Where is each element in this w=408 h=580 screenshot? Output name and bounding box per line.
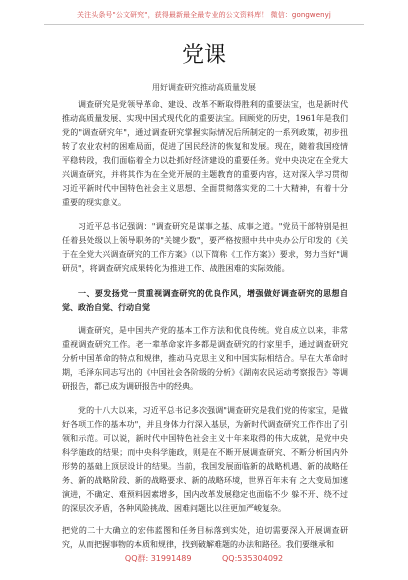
paragraph: 调查研究，是中国共产党的基本工作方法和优良传统。党自成立以来，非常重视调查研究工作。老一辈革命家许多都是调查研究的行家里手，通过调查研究分析中国革命的特点和规律，推动马克思主义和中国实际相结合。早在大革命时期，毛泽东同志写出的《中国社会各阶级的分析》《湖南农民运动考察报告》等调研报告，都已成为调研报告中的经典。 [62, 326, 348, 391]
document-body [62, 98, 348, 562]
section-heading: 一、要发扬党一贯重视调查研究的优良作风，增强做好调查研究的思想自觉、政治自觉、行动自觉 [62, 288, 348, 312]
footer-contact [0, 553, 408, 564]
paragraph: 党的十八大以来，习近平总书记多次强调"调查研究是我们党的传家宝，是做好各项工作的基本功"，并且身体力行深入基层，为新时代调查研究工作作出了引领和示范。可以说，新时代中国特色社会主义十年来取得的伟大成就，是党中央科学施政的结果；而中央科学施政，则是在不断开展调查研究、不断分析国内外形势的基础上顶层设计的结果。当前，我国发展面临新的战略机遇、新的战略任务、新的战略阶段、新的战略要求、新的战略环境，世界百年未有 之大变局加速演进，不确定、难预料因素增多，国内改革发展稳定也面临不少 躲不开、绕不过的深层次矛盾，各种风险挑战、困难问题比以往更加严峻复杂。 [62, 406, 348, 513]
paragraph: 习近平总书记强调："调查研究是谋事之基、成事之道。"党员干部特别是担任着县处级以上领导职务的"关键少数"，要严格按照中共中央办公厅印发的《关于在全党大兴调查研究的工作方案》（以下简称《工作方案》）要求，努力当好"调研员"，将调查研究成果转化为推进工作、战胜困难的实际效能。 [62, 222, 348, 273]
document-title: 党课 [181, 43, 226, 68]
footer-qq-group: QQ群: 31991489 [124, 554, 192, 563]
header-banner: 关注头条号"公文研究"，获得最新最全最专业的公文资料库！ 微信：gongwenyj [77, 11, 331, 19]
footer-qq: QQ:535304092 [222, 554, 284, 563]
document-subtitle: 用好调查研究推动高质量发展 [152, 83, 256, 92]
header-divider [44, 24, 364, 25]
paragraph: 调查研究是党领导革命、建设、改革不断取得胜利的重要法宝，也是新时代推动高质量发展、实现中国式现代化的重要法宝。回顾党的历史，1961年是我们党的"调查研究年"，通过调查研究掌握实际情况后所制定的一系列政策，初步扭转了农业农村的困难局面，促进了国民经济的恢复和发展。现在，随着我国疫情平稳转段，我们面临着全力以赴抓好经济建设的重要任务。党中央决定在全党大兴调查研究，并将其作为在全党开展的主题教育的重要内容，这对深入学习贯彻习近平新时代中国特色社会主义思想、全面贯彻落实党的二十大精神，有着十分重要的现实意义。 [62, 100, 348, 207]
paragraph: 把党的二十大确立的宏伟蓝图和任务目标落到实处，迫切需要深入开展调查研究，从而把握事物的本质和规律，找到破解难题的办法和路径。我们要继承和 [62, 526, 348, 549]
